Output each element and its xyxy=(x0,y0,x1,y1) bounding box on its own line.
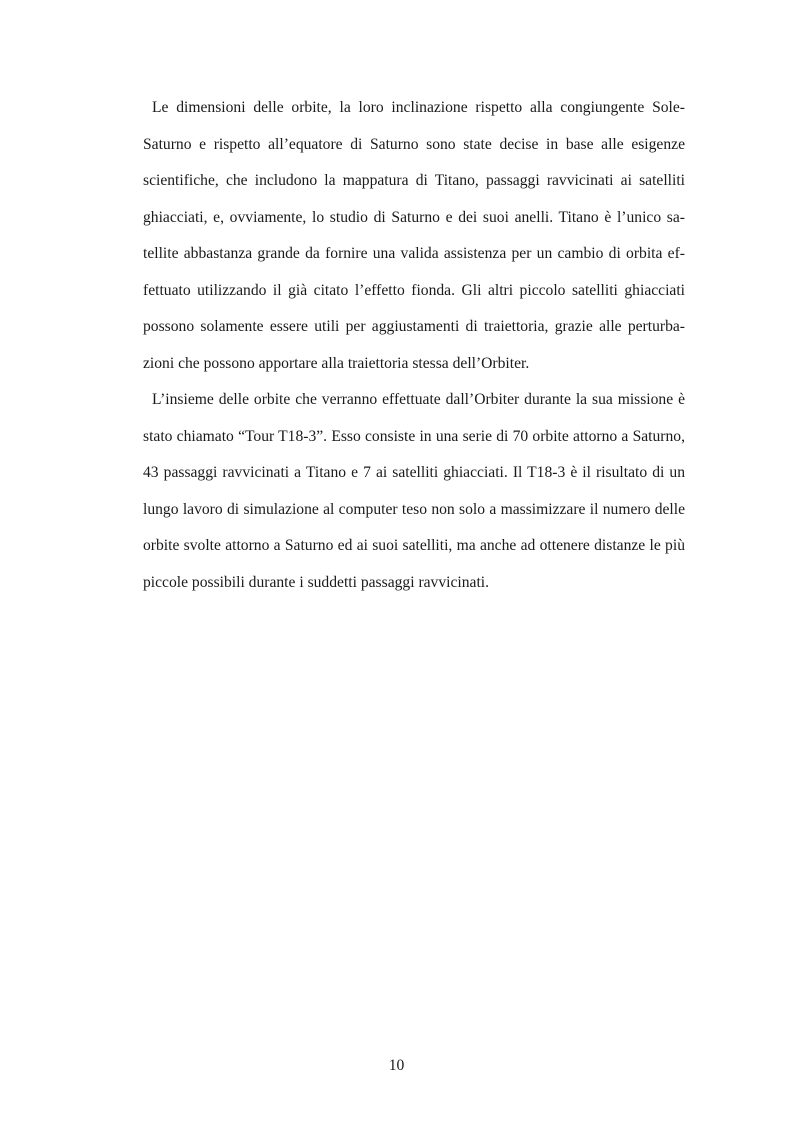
body-text xyxy=(143,90,685,601)
page-number: 10 xyxy=(388,1057,405,1074)
paragraph-orbit-dimensions: Le dimensioni delle orbite, la loro inclinazione rispetto alla congiungente Sole-Saturno e rispetto all’equatore di Saturno sono state decise in base alle esigenze scientifiche, che includono la mappatura di Titano, passaggi ravvicinati ai satelliti ghiacciati, e, ovviamente, lo studio di Saturno e dei suoi anelli. Titano è l’unico satellite abbastanza grande da fornire una valida assistenza per un cambio di orbita effettuato utilizzando il già citato l’effetto fionda. Gli altri piccolo satelliti ghiacciati possono solamente essere utili per aggiustamenti di traiettoria, grazie alle perturbazioni che possono apportare alla traiettoria stessa dell’Orbiter. xyxy=(143,99,685,372)
paragraph-tour-t18-3: L’insieme delle orbite che verranno effettuate dall’Orbiter durante la sua missione è stato chiamato “Tour T18-3”. Esso consiste in una serie di 70 orbite attorno a Saturno, 43 passaggi ravvicinati a Titano e 7 ai satelliti ghiacciati. Il T18-3 è il risultato di un lungo lavoro di simulazione al computer teso non solo a massimizzare il numero delle orbite svolte attorno a Saturno ed ai suoi satelliti, ma anche ad ottenere distanze le più piccole possibili durante i suddetti passaggi ravvicinati. xyxy=(143,391,685,591)
